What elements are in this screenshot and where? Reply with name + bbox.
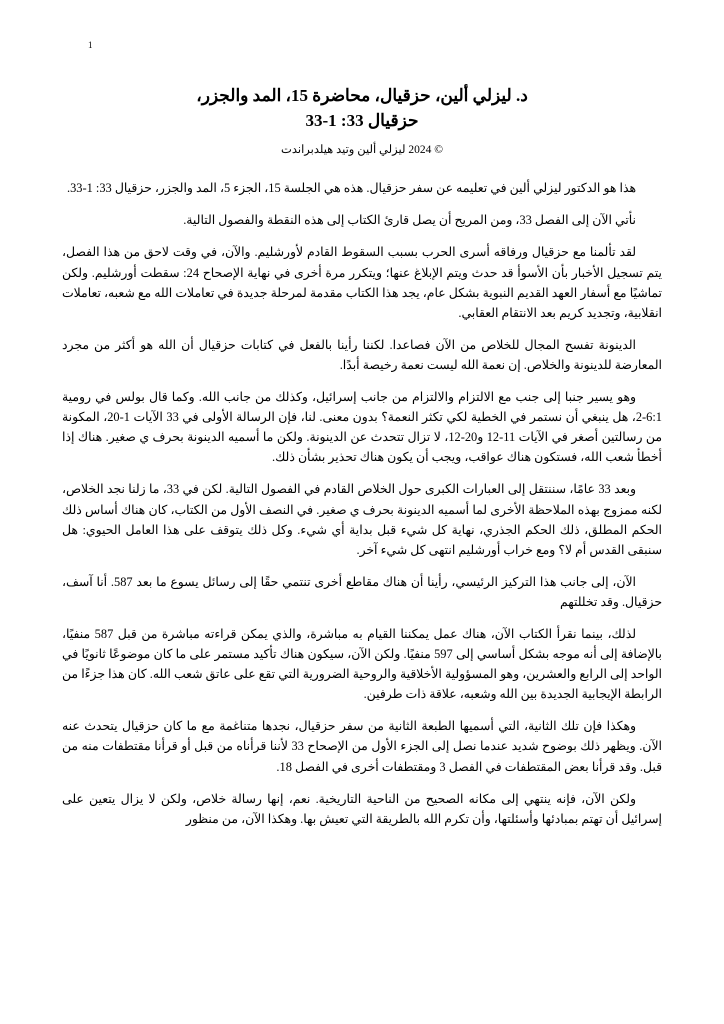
paragraph: ولكن الآن، فإنه ينتهي إلى مكانه الصحيح من الناحية التاريخية. نعم، إنها رسالة خلاص، ولكن لا يزال يتعين على إسرائيل أن تهتم بمبادئها وأسئلتها، وأن تكرم الله بالطريقة التي تعيش بها. وهكذا الآن، من منظور [62, 791, 662, 826]
document-title-line2: حزقيال 33: 1-33 [305, 110, 419, 130]
paragraph: وبعد 33 عامًا، سننتقل إلى العبارات الكبرى حول الخلاص القادم في الفصول التالية. لكن في 33، ما زلنا نجد الخلاص، لكنه ممزوج بهذه الملاحظة الأخرى لما أسميه الدينونة بحرف ي صغير. في النصف الأول من الكتاب، كان هناك أساس ذلك الحكم المطلق، ذلك الحكم الجذري، نهاية كل شيء قبل بداية أي شيء. وكل ذلك يتوقف على هذا العامل الحيوي: هل سنبقى القدس أم لا؟ ومع خراب أورشليم انتهى كل شيء آخر. [62, 482, 662, 557]
paragraph: الآن، إلى جانب هذا التركيز الرئيسي، رأينا أن هناك مقاطع أخرى تنتمي حقًا إلى رسائل يسوع ما بعد 587. أنا آسف، حزقيال. وقد تخللتهم [62, 574, 662, 609]
paragraph: لذلك، بينما نقرأ الكتاب الآن، هناك عمل يمكننا القيام به مباشرة، والذي يمكن قراءته مباشرة من قبل 587 منفيًا، بالإضافة إلى أنه موجه بشكل أساسي إلى 597 منفيًا. ولكن الآن، سيكون هناك تأكيد مستمر على ما كان موضوعًا ثانويًا في الواحد إلى الرابع والعشرين، وهو المسؤولية الأخلاقية والروحية الضرورية التي تقع على عاتق شعب الله. كان هذا جزءًا من الرابطة الإيجابية الجديدة بين الله وشعبه، علاقة ذات طرفين. [62, 626, 662, 702]
paragraph: لقد تألمنا مع حزقيال ورفاقه أسرى الحرب بسبب السقوط القادم لأورشليم. والآن، في وقت لاحق من هذا الفصل، يتم تسجيل الأخبار بأن الأسوأ قد حدث ويتم الإبلاغ عنها؛ ويتكرر مرة أخرى في نهاية الإصحاح 24: سقطت أورشليم. ولكن تماشيًا مع أسفار العهد القديم النبوية بشكل عام، يجد هذا الكتاب مقدمة لمرحلة جديدة في تعاملات الله مع شعبه، تعاملات انقلابية، وتجديد كريم بعد الانتقام العقابي. [62, 245, 662, 320]
document-title [62, 84, 662, 133]
paragraph: نأتي الآن إلى الفصل 33، ومن المريح أن يصل قارئ الكتاب إلى هذه النقطة والفصول التالية. [183, 213, 636, 228]
document-body [62, 178, 662, 829]
paragraph: وهكذا فإن تلك الثانية، التي أسميها الطبعة الثانية من سفر حزقيال، نجدها متناغمة مع ما كان حزقيال يتحدث عنه الآن. ويظهر ذلك بوضوح شديد عندما نصل إلى الجزء الأول من الإصحاح 33 لأننا قرأناه من قبل أو قرأنا مقتطفات منه من قبل. وقد قرأنا بعض المقتطفات في الفصل 3 ومقتطفات أخرى في الفصل 18. [62, 719, 662, 774]
page-number: 1 [88, 40, 93, 50]
paragraph: هذا هو الدكتور ليزلي ألين في تعليمه عن سفر حزقيال. هذه هي الجلسة 15، الجزء 5، المد والجزر، حزقيال 33: 1-33. [66, 181, 636, 196]
document-title-line1: د. ليزلي ألين، حزقيال، محاضرة 15، المد والجزر، [196, 86, 528, 105]
paragraph: الدينونة تفسح المجال للخلاص من الآن فصاعدا. لكننا رأينا بالفعل في كتابات حزقيال أن الله هو أكثر من مجرد المعارضة للدينونة والخلاص. إن نعمة الله ليست نعمة رخيصة أبدًا. [62, 337, 662, 372]
document-subtitle: © 2024 ليزلي ألين وتيد هيلدبراندت [281, 144, 443, 157]
paragraph: وهو يسير جنبا إلى جنب مع الالتزام والالتزام من جانب إسرائيل، وكذلك من جانب الله. وكما قال بولس في رومية 6:1-2، هل ينبغي أن نستمر في الخطية لكي تكثر النعمة؟ بدون معنى. لنا، فإن الرسالة الأولى في 33 الآيات 1-20، المكونة من رسالتين أصغر في الآيات 11-12 و20-12، لا تزال تتحدث عن الدينونة. ولكن ما أسميه الدينونة بحرف ي صغير. هناك إذا أخطأ شعب الله، فستكون هناك عواقب، ويجب أن يكون هناك تحذير بشأن ذلك. [62, 390, 662, 465]
